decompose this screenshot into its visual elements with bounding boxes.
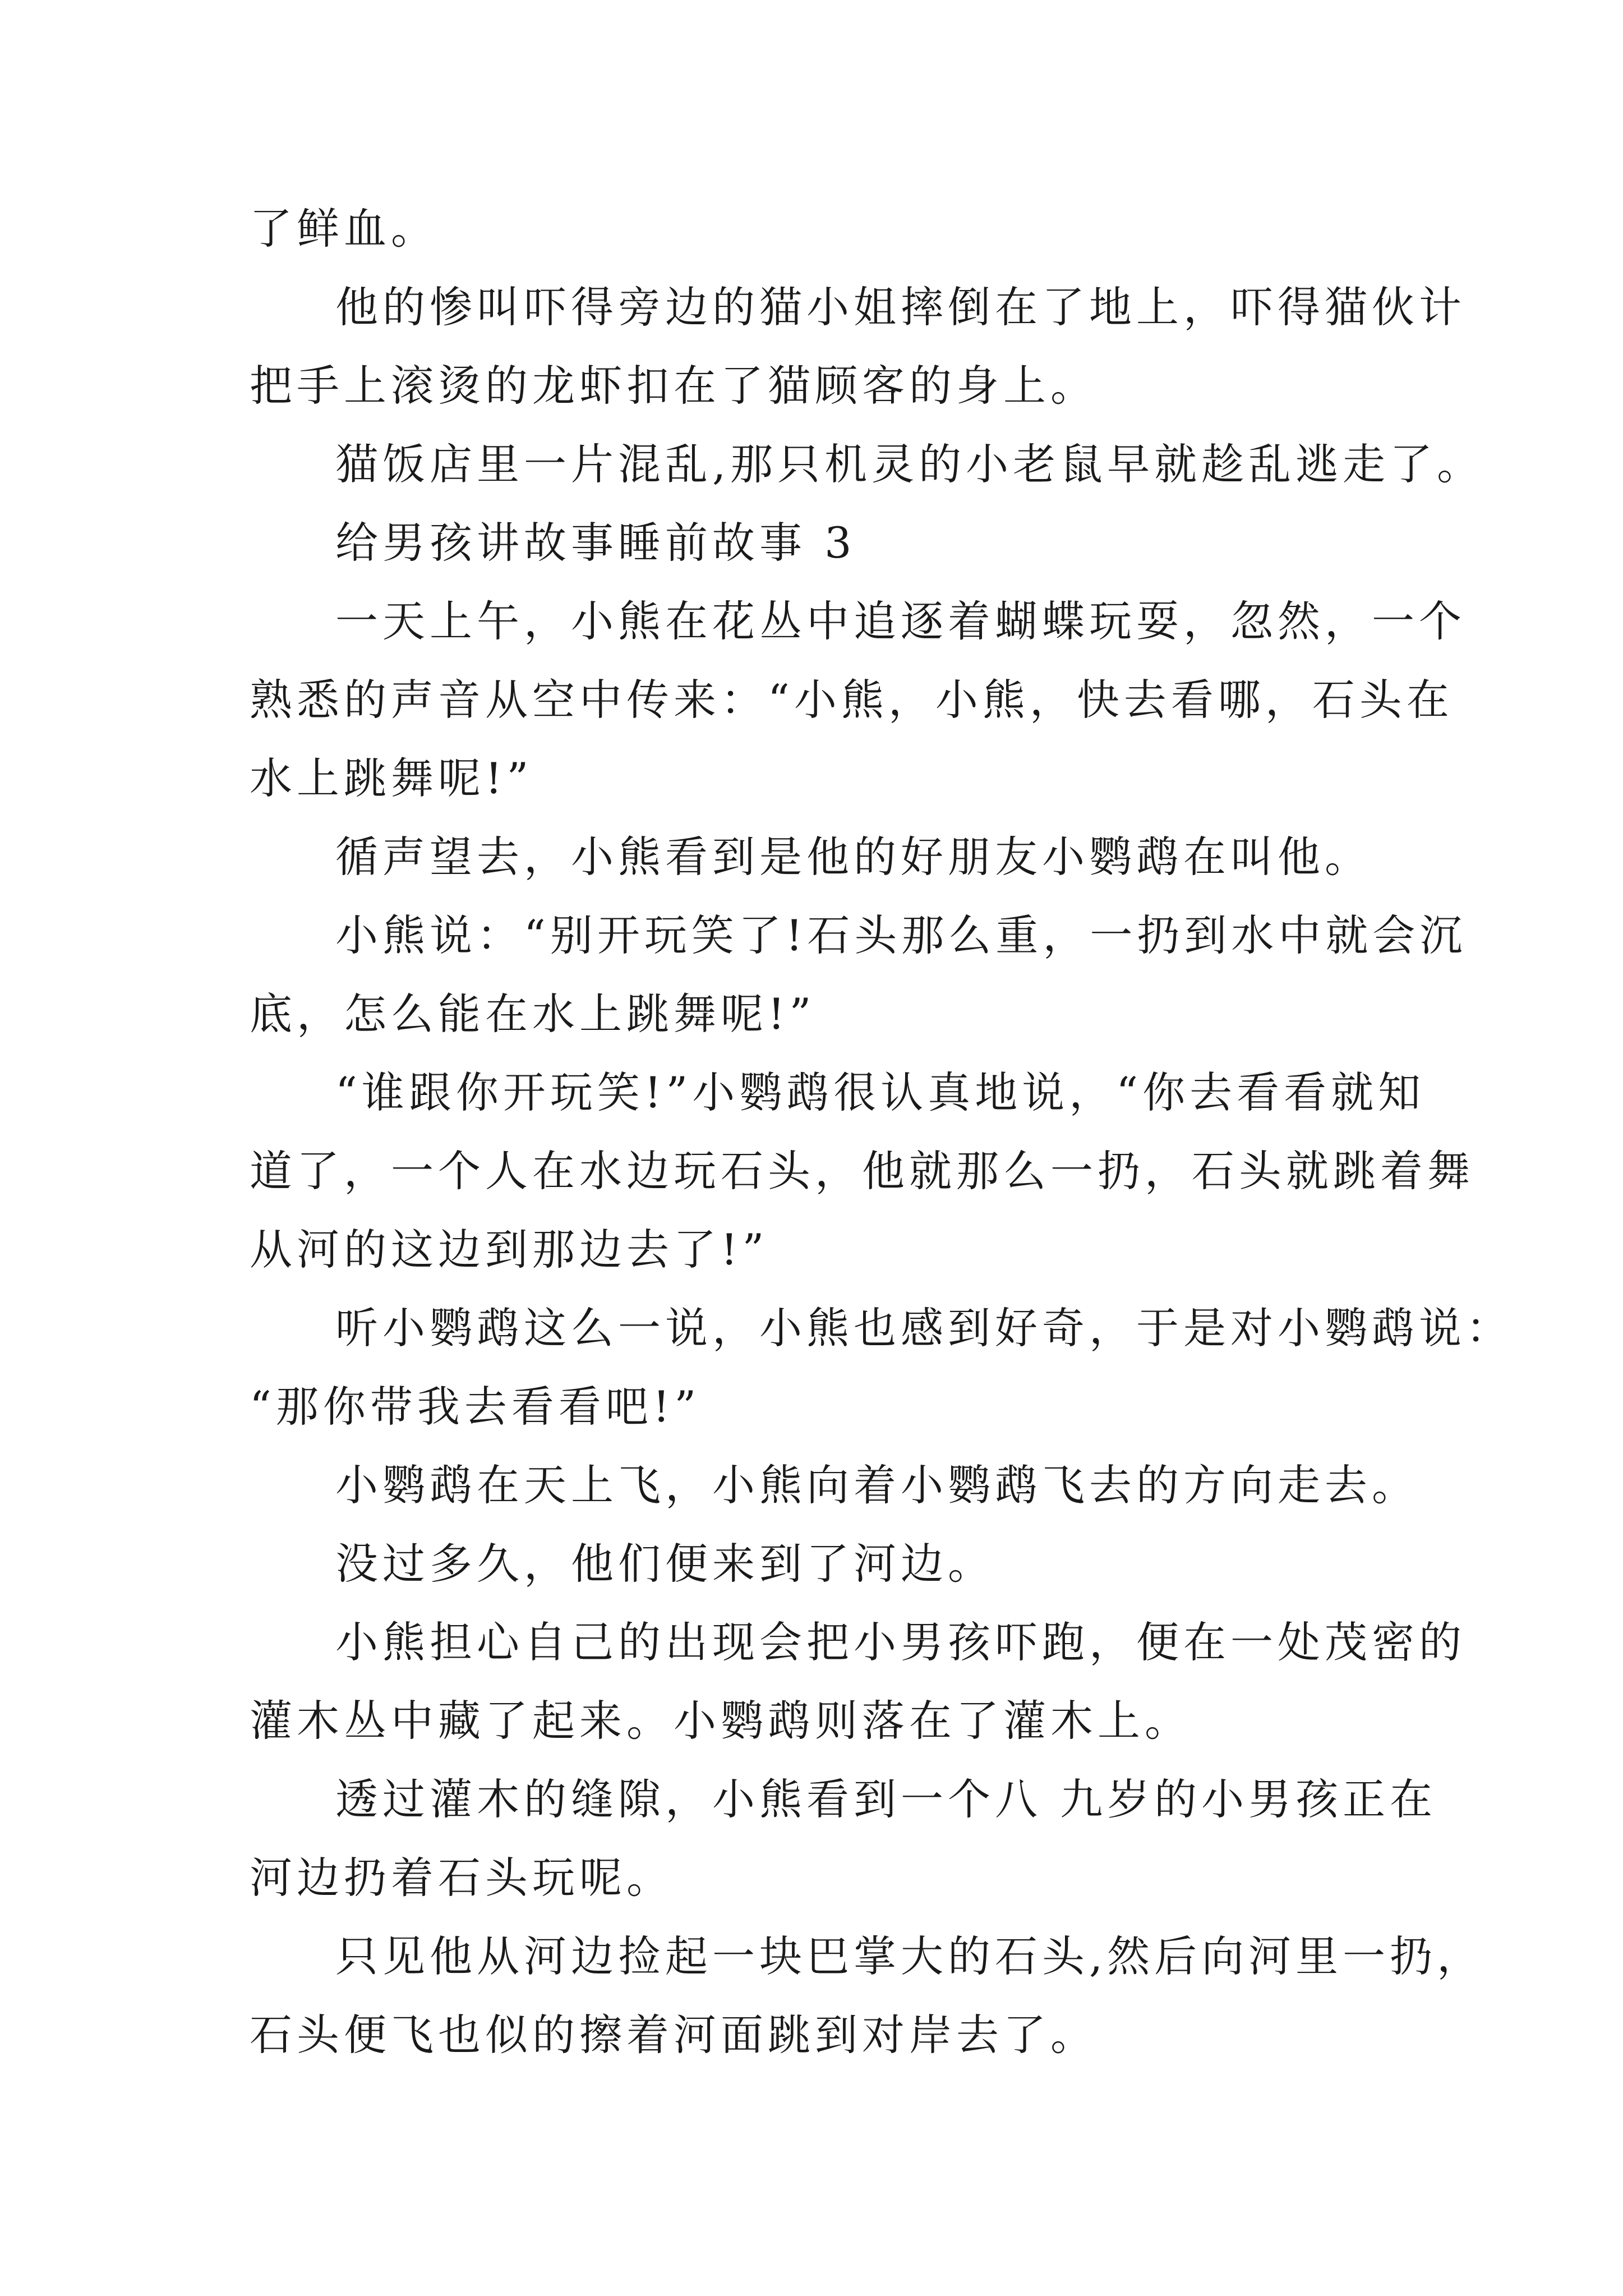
text-line: 小鹦鹉在天上飞，小熊向着小鹦鹉飞去的方向走去。: [335, 1460, 1419, 1510]
text-line: 从河的这边到那边去了!”: [250, 1225, 769, 1274]
section-heading: 给男孩讲故事睡前故事 3: [335, 518, 856, 568]
text-line: 河边扔着石头玩呢。: [250, 1853, 674, 1903]
text-line: 只见他从河边捡起一块巴掌大的石头,然后向河里一扔，: [335, 1931, 1484, 1981]
text-line: “那你带我去看看吧!”: [250, 1382, 701, 1432]
text-line: 了鲜血。: [250, 204, 438, 254]
text-line: 底，怎么能在水上跳舞呢!”: [250, 989, 816, 1039]
text-line: 猫饭店里一片混乱,那只机灵的小老鼠早就趁乱逃走了。: [335, 439, 1484, 489]
text-line: “谁跟你开玩笑!”小鹦鹉很认真地说，“你去看看就知: [335, 1068, 1426, 1117]
text-line: 小熊说：“别开玩笑了!石头那么重，一扔到水中就会沉: [335, 910, 1467, 960]
text-line: 透过灌木的缝隙，小熊看到一个八 九岁的小男孩正在: [335, 1774, 1437, 1824]
text-line: 没过多久，他们便来到了河边。: [335, 1539, 995, 1589]
text-line: 熟悉的声音从空中传来：“小熊，小熊，快去看哪，石头在: [250, 675, 1454, 725]
text-line: 小熊担心自己的出现会把小男孩吓跑，便在一处茂密的: [335, 1617, 1466, 1667]
text-line: 循声望去，小熊看到是他的好朋友小鹦鹉在叫他。: [335, 832, 1372, 882]
text-line: 灌木丛中藏了起来。小鹦鹉则落在了灌木上。: [250, 1696, 1192, 1746]
text-line: 他的惨叫吓得旁边的猫小姐摔倒在了地上，吓得猫伙计: [335, 282, 1466, 332]
text-line: 道了，一个人在水边玩石头，他就那么一扔，石头就跳着舞: [250, 1146, 1474, 1196]
text-line: 水上跳舞呢!”: [250, 753, 533, 803]
text-line: 一天上午，小熊在花丛中追逐着蝴蝶玩耍，忽然，一个: [335, 596, 1466, 646]
text-line: 听小鹦鹉这么一说，小熊也感到好奇，于是对小鹦鹉说：: [335, 1303, 1513, 1353]
text-line: 把手上滚烫的龙虾扣在了猫顾客的身上。: [250, 361, 1098, 411]
text-line: 石头便飞也似的擦着河面跳到对岸去了。: [250, 2010, 1098, 2060]
